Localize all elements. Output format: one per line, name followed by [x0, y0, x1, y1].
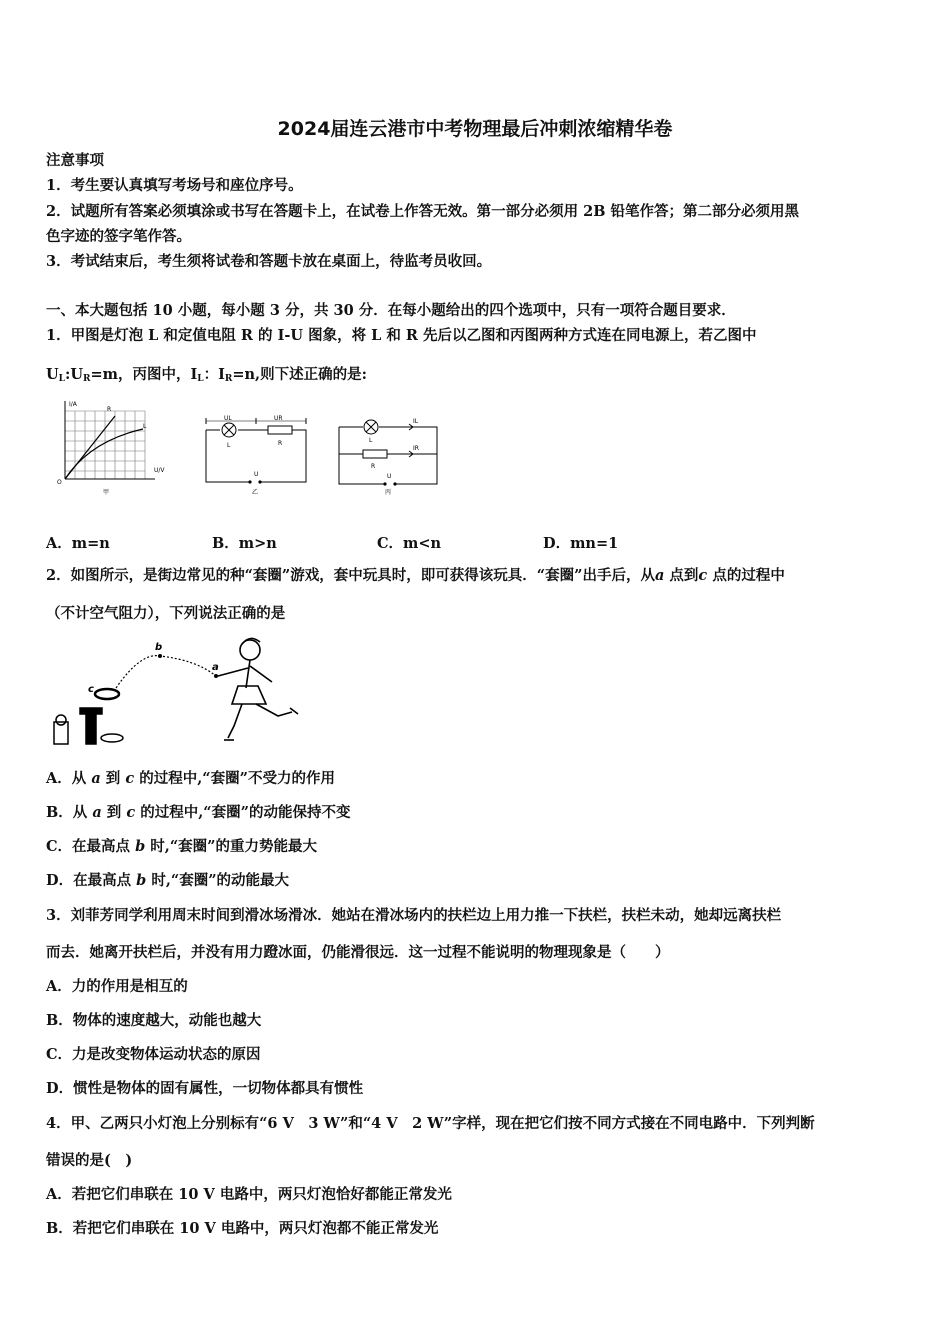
q3-stem-line2: 而去．她离开扶栏后，并没有用力蹬冰面，仍能滑很远．这一过程不能说明的物理现象是（ ）	[46, 944, 670, 961]
q2-text: 的过程中,“套圈”的动能保持不变	[135, 804, 351, 821]
figure-caption-bing: 丙	[385, 489, 392, 496]
resistor-r-label: R	[278, 440, 283, 447]
q2-var: c	[126, 804, 136, 821]
q1-option-d[interactable]: D．mn=1	[543, 535, 619, 552]
q1-option-a[interactable]: A．m=n	[46, 535, 110, 552]
q1-sub: R	[224, 374, 233, 384]
q2-text: D．在最高点	[46, 872, 137, 889]
q2-option-b[interactable]	[46, 803, 350, 823]
figure-caption-yi: 乙	[252, 489, 259, 496]
q1-stem-line2	[46, 365, 367, 389]
q2-text: 点的过程中	[707, 567, 785, 584]
source-u-label: U	[254, 471, 259, 478]
q2-option-d[interactable]	[46, 871, 289, 891]
q2-text: 2．如图所示，是街边常见的种“套圈”游戏，套中玩具时，即可获得该玩具．“套圈”出手后，从	[46, 567, 655, 584]
point-a-label: a	[212, 662, 219, 673]
q2-text: 时,“套圈”的动能最大	[146, 872, 290, 889]
q2-text: 点到	[664, 567, 699, 584]
q2-var: c	[698, 567, 708, 584]
q1-sub: L	[58, 374, 65, 384]
lamp-l-label: L	[369, 437, 373, 444]
notice-item-3: 3．考试结束后，考生须将试卷和答题卡放在桌面上，待监考员收回。	[46, 253, 492, 270]
q1-figure-parallel-circuit	[333, 412, 445, 498]
q2-stem-line2: （不计空气阻力），下列说法正确的是	[46, 605, 286, 622]
q2-option-a[interactable]	[46, 769, 335, 789]
q3-option-d[interactable]: D．惯性是物体的固有属性，一切物体都具有惯性	[46, 1080, 364, 1097]
q2-var: a	[654, 567, 665, 584]
q3-option-c[interactable]: C．力是改变物体运动状态的原因	[46, 1046, 261, 1063]
q2-option-c[interactable]	[46, 837, 317, 857]
q1-text: =m，丙图中，I	[90, 366, 198, 383]
point-c-label: c	[88, 684, 94, 695]
figure-caption-jia: 甲	[103, 489, 110, 496]
q1-option-b[interactable]: B．m>n	[212, 535, 277, 552]
q2-text: 时,“套圈”的重力势能最大	[145, 838, 318, 855]
page-title: 2024届连云港市中考物理最后冲刺浓缩精华卷	[277, 118, 673, 140]
section-heading: 一、本大题包括 10 小题，每小题 3 分，共 30 分．在每小题给出的四个选项中，只有一项符合题目要求．	[46, 302, 736, 319]
q1-sub: R	[82, 374, 91, 384]
q3-option-a[interactable]: A．力的作用是相互的	[46, 978, 188, 995]
q1-figure-series-circuit	[200, 410, 312, 498]
q1-figure-iu-graph	[55, 396, 180, 498]
q1-option-c[interactable]: C．m<n	[377, 535, 442, 552]
q1-text: ：I	[203, 366, 225, 383]
lamp-l-label: L	[227, 442, 231, 449]
q3-option-b[interactable]: B．物体的速度越大，动能也越大	[46, 1012, 262, 1029]
curve-l-label: L	[143, 423, 147, 430]
notice-heading: 注意事项	[46, 152, 104, 169]
q4-option-a[interactable]: A．若把它们串联在 10 V 电路中，两只灯泡恰好都能正常发光	[46, 1186, 452, 1203]
q2-var: a	[91, 770, 101, 787]
resistor-r-label: R	[371, 463, 376, 470]
voltage-l-label: UL	[224, 415, 232, 422]
curve-r-label: R	[107, 406, 112, 413]
q1-text: :U	[64, 366, 83, 383]
q4-stem-line1: 4．甲、乙两只小灯泡上分别标有“6 V 3 W”和“4 V 2 W”字样，现在把它们按不同方式接在不同电路中．下列判断	[46, 1115, 815, 1132]
voltage-r-label: UR	[274, 415, 283, 422]
q1-sub: L	[197, 374, 204, 384]
q2-text: 的过程中,“套圈”不受力的作用	[134, 770, 335, 787]
q2-text: 到	[101, 804, 127, 821]
q2-var: b	[136, 872, 147, 889]
q1-text: U	[46, 366, 59, 383]
q2-text: A．从	[46, 770, 92, 787]
q2-var: b	[135, 838, 146, 855]
q2-figure-ring-toss	[46, 636, 318, 752]
q2-text: C．在最高点	[46, 838, 136, 855]
toys-drawing	[54, 708, 123, 744]
axis-i-label: I/A	[69, 401, 77, 408]
q2-var: c	[125, 770, 135, 787]
q4-option-b[interactable]: B．若把它们串联在 10 V 电路中，两只灯泡都不能正常发光	[46, 1220, 439, 1237]
notice-item-1: 1．考生要认真填写考场号和座位序号。	[46, 177, 303, 194]
q4-stem-line2: 错误的是( )	[46, 1152, 133, 1169]
q3-stem-line1: 3．刘菲芳同学利用周末时间到滑冰场滑冰．她站在滑冰场内的扶栏边上用力推一下扶栏，扶栏未动，她却远离扶栏	[46, 907, 782, 924]
q2-text: B．从	[46, 804, 93, 821]
q1-text: =n,则下述正确的是:	[232, 366, 367, 383]
q1-stem-line1: 1．甲图是灯泡 L 和定值电阻 R 的 I-U 图象，将 L 和 R 先后以乙图和丙图两种方式连在同电源上，若乙图中	[46, 327, 757, 344]
current-l-label: IL	[413, 418, 419, 425]
q2-var: a	[92, 804, 102, 821]
girl-drawing	[218, 638, 298, 740]
current-r-label: IR	[413, 445, 419, 452]
q2-text: 到	[100, 770, 126, 787]
axis-u-label: U/V	[154, 467, 165, 474]
notice-item-2-cont: 色字迹的签字笔作答。	[46, 228, 191, 245]
notice-item-2: 2．试题所有答案必须填涂或书写在答题卡上，在试卷上作答无效。第一部分必须用 2B 铅笔作答；第二部分必须用黑	[46, 203, 800, 220]
source-u-label: U	[387, 473, 392, 480]
point-b-label: b	[155, 642, 163, 653]
q2-stem-line1	[46, 566, 785, 586]
origin-label: O	[57, 479, 62, 486]
